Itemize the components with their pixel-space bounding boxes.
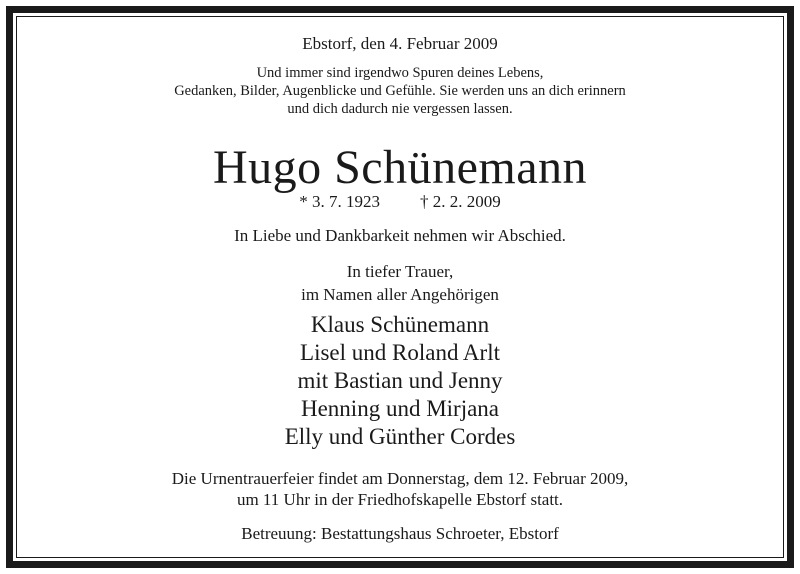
place-date: Ebstorf, den 4. Februar 2009 bbox=[302, 34, 498, 53]
birth-date: * 3. 7. 1923 bbox=[299, 192, 380, 211]
life-dates bbox=[18, 192, 782, 212]
verse-line: und dich dadurch nie vergessen lassen. bbox=[287, 101, 513, 117]
mourner-name: Klaus Schünemann bbox=[310, 312, 490, 337]
mourner-name: mit Bastian und Jenny bbox=[297, 368, 503, 393]
mourning-block bbox=[18, 260, 782, 306]
service-line: um 11 Uhr in der Friedhofskapelle Ebstorf statt. bbox=[236, 490, 564, 509]
mourning-line: im Namen aller Angehörigen bbox=[301, 285, 499, 304]
obituary-notice bbox=[18, 18, 782, 556]
funeral-home-credit: Betreuung: Bestattungshaus Schroeter, Ebstorf bbox=[241, 524, 559, 543]
deceased-name: Hugo Schünemann bbox=[212, 141, 588, 194]
mourner-name: Henning und Mirjana bbox=[300, 396, 499, 421]
mourners-list bbox=[18, 311, 782, 451]
verse-line: Gedanken, Bilder, Augenblicke und Gefühle. Sie werden uns an dich erinnern bbox=[174, 83, 626, 99]
mourner-name: Lisel und Roland Arlt bbox=[300, 340, 500, 365]
farewell-text: In Liebe und Dankbarkeit nehmen wir Abschied. bbox=[234, 226, 566, 245]
death-date: † 2. 2. 2009 bbox=[420, 192, 501, 211]
service-line: Die Urnentrauerfeier findet am Donnerstag, dem 12. Februar 2009, bbox=[171, 469, 629, 488]
service-info bbox=[18, 468, 782, 510]
mourning-line: In tiefer Trauer, bbox=[346, 262, 454, 281]
verse-line: Und immer sind irgendwo Spuren deines Lebens, bbox=[256, 65, 544, 81]
mourner-name: Elly und Günther Cordes bbox=[284, 424, 516, 449]
verse bbox=[18, 64, 782, 118]
